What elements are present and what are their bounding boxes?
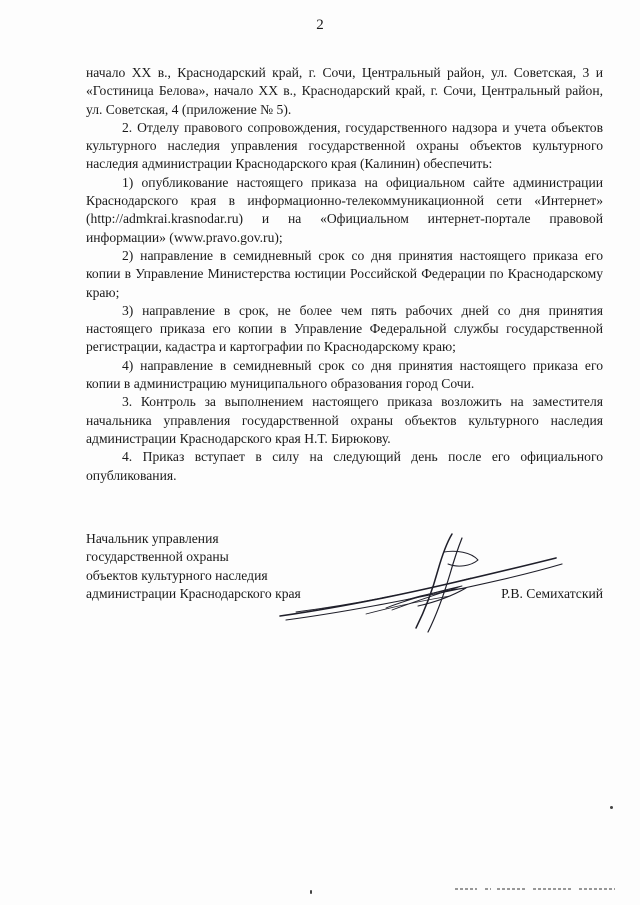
paragraph-item-4: 4. Приказ вступает в силу на следующий день после его официального опубликования.: [86, 449, 603, 483]
signature-block: [86, 530, 603, 650]
signer-position-line: объектов культурного наследия: [86, 567, 268, 583]
paragraph-subitem-4: 4) направление в семидневный срок со дня принятия настоящего приказа его копии в администрацию муниципального образования город Сочи.: [86, 357, 603, 392]
paragraph-subitem-2: 2) направление в семидневный срок со дня принятия настоящего приказа его копии в Управление Министерства юстиции Российской Федерации по Краснодарскому краю;: [86, 247, 603, 300]
signer-name: Р.В. Семихатский: [501, 585, 603, 601]
paragraph-subitem-1: 1) опубликование настоящего приказа на официальном сайте администрации Краснодарского края в информационно-телекоммуникационной сети «Интернет» (http://admkrai.krasnodar.ru) и на «Официальном интернет-портале правовой информации» (www.pravo.gov.ru);: [86, 174, 603, 245]
page-number: 2: [316, 17, 324, 33]
scan-speck: [310, 890, 312, 894]
scan-speck: [610, 806, 613, 809]
signer-position-line: администрации Краснодарского края: [86, 585, 301, 601]
signer-position-line: Начальник управления: [86, 531, 219, 546]
paragraph-item-3: 3. Контроль за выполнением настоящего приказа возложить на заместителя начальника управления государственной охраны объектов культурного наследия администрации Краснодарского края Н.Т. Бирюкову.: [86, 394, 603, 446]
scan-artifact: [455, 887, 615, 891]
paragraph-continuation: начало XX в., Краснодарский край, г. Сочи, Центральный район, ул. Советская, 3 и «Гостиница Белова», начало XX в., Краснодарский край, г. Сочи, Центральный район, ул. Советская, 4 (приложение № 5).: [86, 65, 603, 117]
paragraph-subitem-3: 3) направление в срок, не более чем пять рабочих дней со дня принятия настоящего приказа его копии в Управление Федеральной службы государственной регистрации, кадастра и картографии по Краснодарскому краю;: [86, 302, 603, 355]
document-body: [86, 64, 603, 485]
paragraph-item-2: 2. Отделу правового сопровождения, государственного надзора и учета объектов культурного наследия управления государственной охраны объектов культурного наследия администрации Краснодарского края (Калинин) обеспечить:: [86, 119, 603, 172]
signer-position-line: государственной охраны: [86, 549, 229, 565]
